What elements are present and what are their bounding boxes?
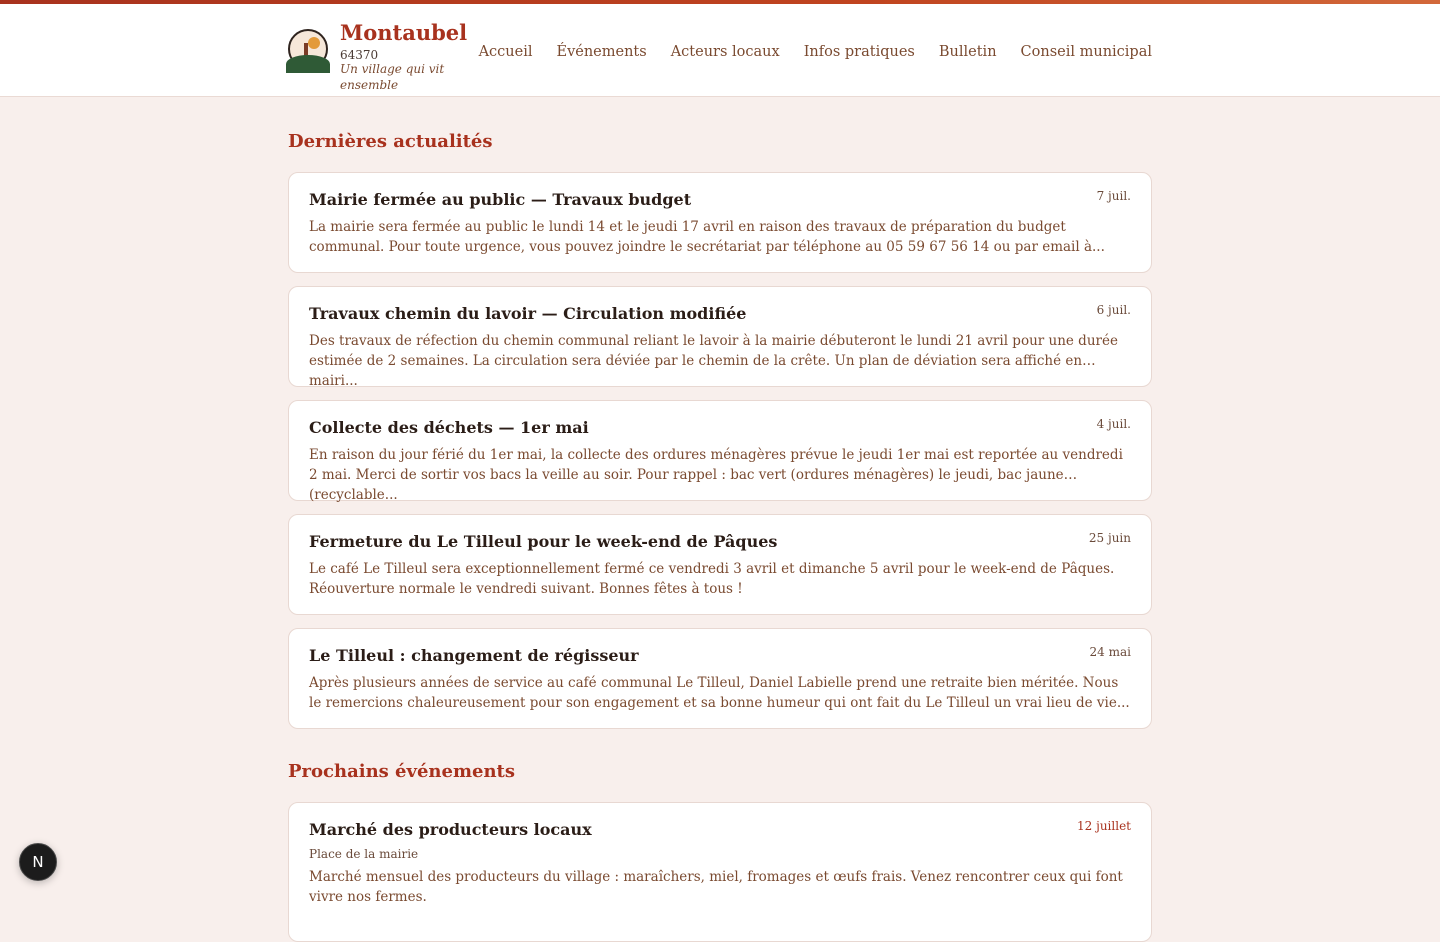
site-zip: 64370 — [340, 48, 379, 63]
site-name: Montaubel — [340, 20, 468, 45]
event-date: 12 juillet — [1077, 819, 1131, 833]
news-card[interactable] — [288, 514, 1152, 615]
news-excerpt: Des travaux de réfection du chemin communal reliant le lavoir à la mairie débuteront le lundi 21 avril pour une durée estimée de 2 semaines. La circulation sera déviée par le chemin de la crête. Un plan de déviation sera affiché en mairi... — [309, 332, 1118, 389]
news-card[interactable] — [288, 172, 1152, 273]
nav-item-evenements[interactable]: Événements — [556, 44, 647, 60]
news-title: Fermeture du Le Tilleul pour le week-end de Pâques — [309, 532, 778, 551]
nav-item-conseil-municipal[interactable]: Conseil municipal — [1020, 44, 1152, 60]
nav-item-acteurs-locaux[interactable]: Acteurs locaux — [670, 44, 780, 60]
news-excerpt: La mairie sera fermée au public le lundi 14 et le jeudi 17 avril en raison des travaux de préparation du budget communal. Pour toute urgence, vous pouvez joindre le secrétariat par téléphone au 05 59 67 56 14 ou par email à... — [309, 218, 1105, 255]
events-heading: Prochains événements — [288, 761, 515, 782]
news-date: 4 juil. — [1096, 417, 1131, 431]
news-card[interactable] — [288, 628, 1152, 729]
news-date: 6 juil. — [1096, 303, 1131, 317]
news-date: 25 juin — [1088, 531, 1131, 545]
village-logo-icon — [288, 29, 328, 69]
news-date: 7 juil. — [1096, 189, 1131, 203]
site-tagline: Un village qui vit ensemble — [340, 62, 445, 93]
news-heading: Dernières actualités — [288, 131, 493, 152]
site-brand-link[interactable] — [288, 4, 479, 94]
site-header — [0, 4, 1440, 97]
news-title: Collecte des déchets — 1er mai — [309, 418, 589, 437]
news-card[interactable] — [288, 400, 1152, 501]
news-date: 24 mai — [1089, 645, 1131, 659]
news-title: Mairie fermée au public — Travaux budget — [309, 190, 692, 209]
news-card[interactable] — [288, 286, 1152, 387]
main-nav — [479, 4, 1152, 60]
event-place: Place de la mairie — [309, 846, 419, 861]
news-excerpt: Le café Le Tilleul sera exceptionnellement fermé ce vendredi 3 avril et dimanche 5 avril pour le week-end de Pâques. Réouverture normale le vendredi suivant. Bonnes fêtes à tous ! — [309, 560, 1115, 597]
news-title: Travaux chemin du lavoir — Circulation modifiée — [309, 304, 747, 323]
nav-item-infos-pratiques[interactable]: Infos pratiques — [803, 44, 915, 60]
news-excerpt: En raison du jour férié du 1er mai, la collecte des ordures ménagères prévue le jeudi 1er mai est reportée au vendredi 2 mai. Merci de sortir vos bacs la veille au soir. Pour rappel : bac vert (ordures ménagères) le jeudi, bac jaune (recyclable... — [309, 446, 1123, 503]
news-excerpt: Après plusieurs années de service au café communal Le Tilleul, Daniel Labielle prend une retraite bien méritée. Nous le remercions chaleureusement pour son engagement et sa bonne humeur qui ont fait du Le Tilleul un vrai lieu de vie... — [309, 674, 1130, 711]
nav-item-accueil[interactable]: Accueil — [478, 44, 533, 60]
event-card[interactable] — [288, 802, 1152, 942]
event-title: Marché des producteurs locaux — [309, 820, 592, 839]
dev-tools-badge[interactable]: N — [19, 843, 57, 881]
nav-item-bulletin[interactable]: Bulletin — [938, 44, 997, 60]
main-content — [288, 97, 1152, 942]
event-description: Marché mensuel des producteurs du village : maraîchers, miel, fromages et œufs frais. Venez rencontrer ceux qui font vivre nos fermes. — [309, 868, 1123, 905]
news-title: Le Tilleul : changement de régisseur — [309, 646, 639, 665]
